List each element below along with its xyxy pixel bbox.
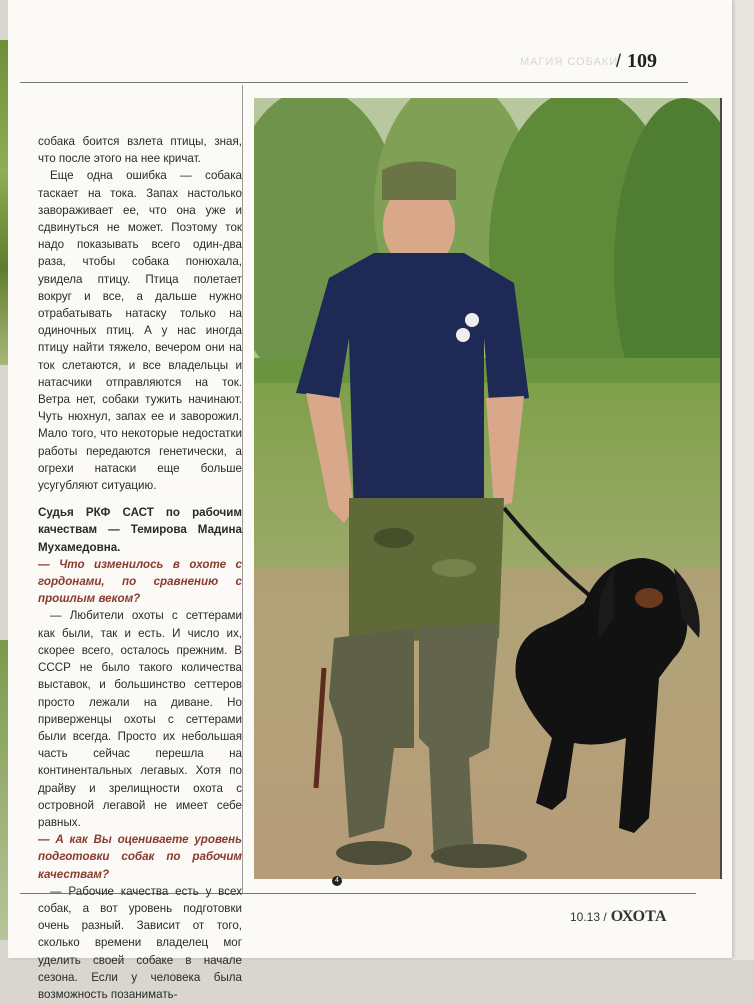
photo-illustration xyxy=(254,98,720,879)
column-rule xyxy=(242,85,243,893)
hunter-with-setter-photo xyxy=(254,98,722,879)
photo-number-badge: 4 xyxy=(332,876,342,886)
footer-slash: / xyxy=(603,910,607,924)
paragraph: Еще одна ошибка — собака таскает на тока. Запах настолько завораживает ее, что она уже и сдвинуться не может. Поэтому ток надо показывать всего один-два раза, чтобы собака понюхала, увидела птицу. Птица полетает вокруг и все, а дальше нужно отрабатывать натаску только на одиночных птиц. А у нас иногда птицу найти тяжело, вечером они на ток слетаются, и все владельцы и натасчики отправляются на ток. Ветра нет, собаки тужить начинают. Чуть нюхнул, запах ее и заворожил. Мало того, что некоторые недостатки работы передаются генетически, а огрехи натаски еще больше усугубляют ситуацию. xyxy=(38,169,242,493)
judge-heading: Судья РКФ САСТ по рабочим качествам — Темирова Мадина Мухамедовна. xyxy=(38,506,242,554)
answer: — Любители охоты с сеттерами как были, так и есть. И число их, скорее всего, осталось прежним. В СССР не было такого количества выставок, и большинство сеттеров просто лежали на диване. Но приверженцы охоты с сеттерами были всегда. Просто их небольшая часть сейчас перешла на континентальных легавых. Хотя по драйву и зрелищности охота с островной легавой не имеет себе равных. xyxy=(38,609,242,829)
top-rule xyxy=(20,82,688,83)
paragraph: собака боится взлета птицы, зная, что после этого на нее кричат. xyxy=(38,135,242,166)
magazine-name: ОХОТА xyxy=(610,908,667,925)
question: — А как Вы оцениваете уровень подготовки собак по рабочим качествам? xyxy=(38,833,242,881)
page-footer xyxy=(570,908,667,926)
text-column xyxy=(38,133,242,1003)
folio-slash: / xyxy=(616,51,622,71)
page-number xyxy=(616,50,657,73)
page-edge xyxy=(732,0,754,960)
question: — Что изменилось в охоте с гордонами, по сравнению с прошлым веком? xyxy=(38,557,242,606)
answer: — Рабочие качества есть у всех собак, а вот уровень подготовки очень разный. Зависит от того, сколько времени владелец мог уделить своей собаке в начале сезона. Если у человека была возможность позанимать- xyxy=(38,884,242,1001)
page-number-value: 109 xyxy=(627,50,658,72)
issue-number: 10.13 xyxy=(570,910,601,924)
running-head-faint: МАГИЯ СОБАКИ xyxy=(520,56,619,68)
